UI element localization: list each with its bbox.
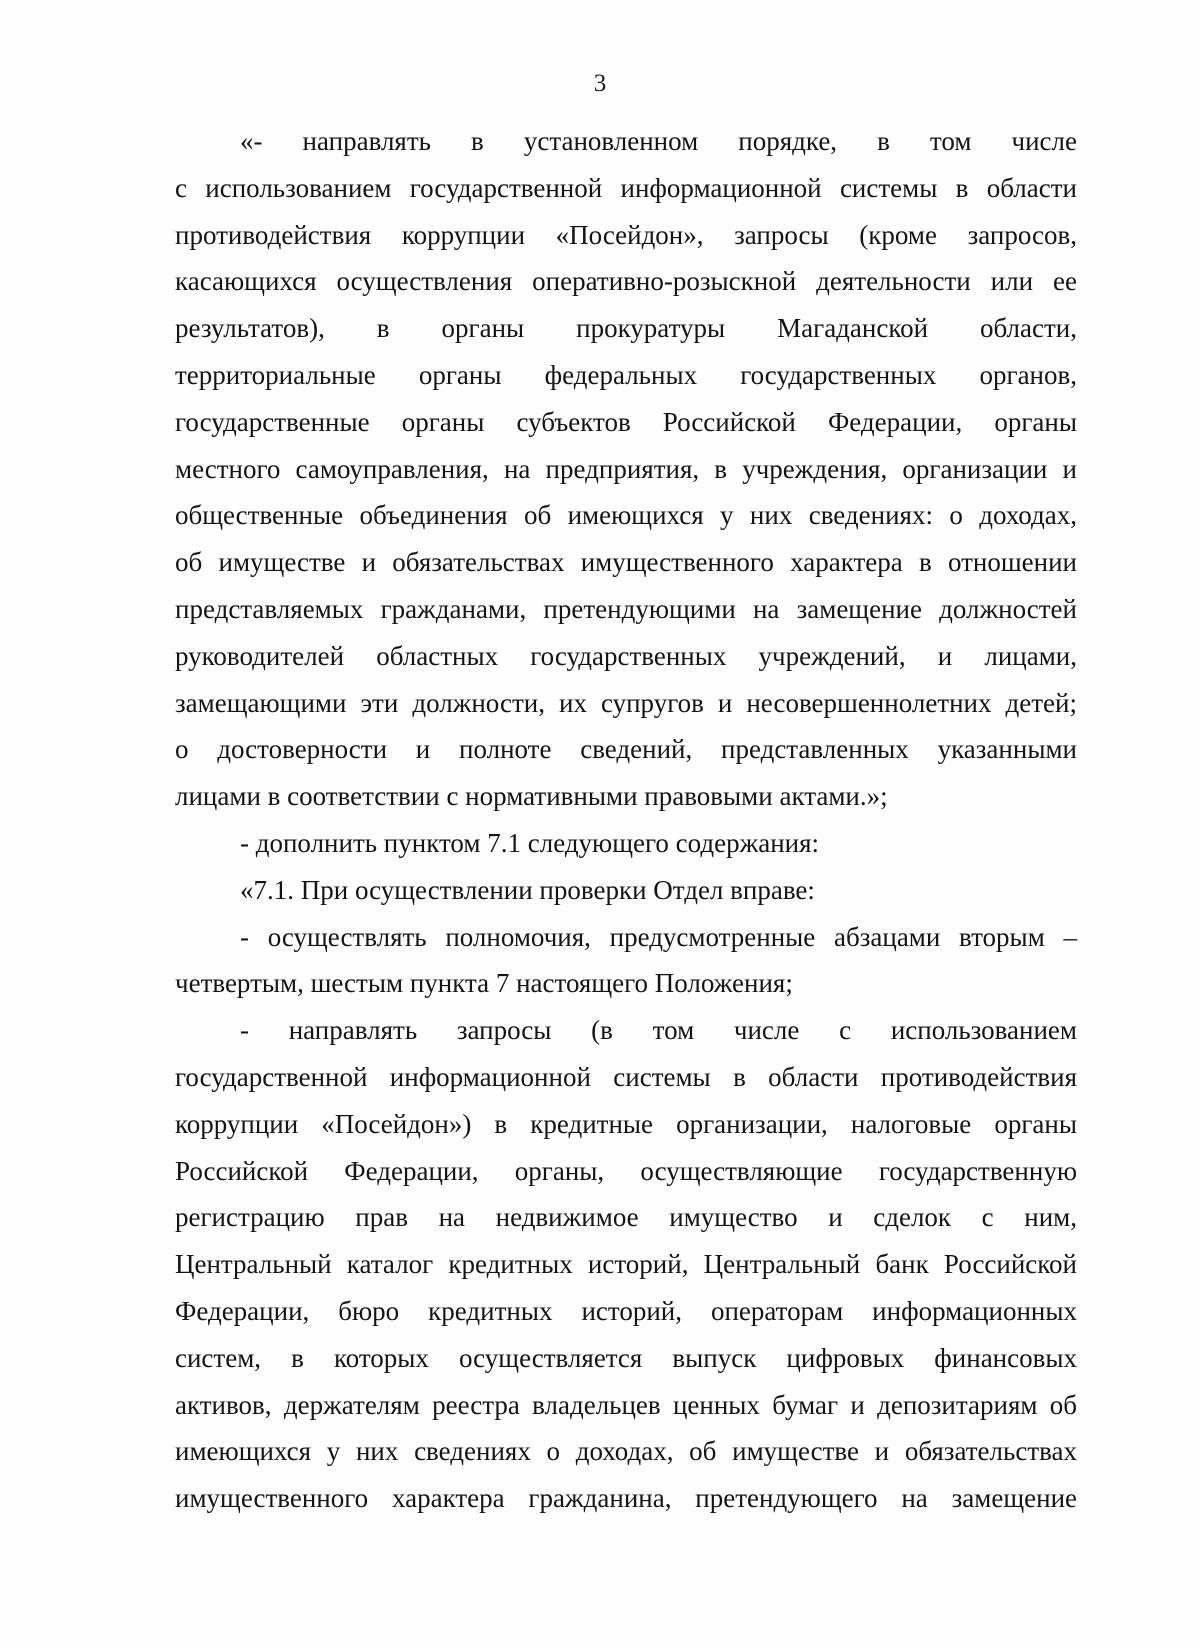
text-line: с использованием государственной информационной системы в области — [175, 172, 1077, 203]
text-line: государственной информационной системы в области противодействия — [175, 1061, 1077, 1092]
document-body — [175, 118, 1077, 1522]
text-line: активов, держателям реестра владельцев ценных бумаг и депозитариям об — [175, 1389, 1077, 1420]
text-line: «- направлять в установленном порядке, в том числе — [240, 126, 1077, 156]
page-number: 3 — [593, 70, 607, 97]
text-line: лицами в соответствии с нормативными правовыми актами.»; — [175, 781, 888, 812]
text-line: замещающими эти должности, их супругов и несовершеннолетних детей; — [175, 687, 1077, 718]
text-line: касающихся осуществления оперативно-розыскной деятельности или ее — [175, 266, 1077, 297]
text-line: руководителей областных государственных учреждений, и лицами, — [175, 640, 1077, 671]
text-line: коррупции «Посейдон») в кредитные организации, налоговые органы — [175, 1108, 1077, 1139]
text-line: имущественного характера гражданина, претендующего на замещение — [175, 1483, 1077, 1514]
text-line: Федерации, бюро кредитных историй, операторам информационных — [175, 1295, 1077, 1326]
text-line: - дополнить пунктом 7.1 следующего содержания: — [240, 827, 820, 858]
text-line: четвертым, шестым пункта 7 настоящего Положения; — [175, 968, 793, 999]
text-line: об имуществе и обязательствах имущественного характера в отношении — [175, 547, 1077, 578]
text-line: государственные органы субъектов Российской Федерации, органы — [175, 406, 1077, 437]
text-line: противодействия коррупции «Посейдон», запросы (кроме запросов, — [175, 219, 1077, 250]
text-line: - осуществлять полномочия, предусмотренные абзацами вторым – — [240, 921, 1077, 952]
text-line: регистрацию прав на недвижимое имущество и сделок с ним, — [175, 1202, 1077, 1233]
text-line: представляемых гражданами, претендующими на замещение должностей — [175, 593, 1077, 624]
text-line: систем, в которых осуществляется выпуск цифровых финансовых — [175, 1342, 1077, 1373]
text-line: местного самоуправления, на предприятия, в учреждения, организации и — [175, 453, 1077, 484]
text-line: о достоверности и полноте сведений, представленных указанными — [175, 734, 1077, 765]
text-line: территориальные органы федеральных государственных органов, — [175, 359, 1077, 390]
text-line: - направлять запросы (в том числе с использованием — [240, 1015, 1077, 1046]
text-line: общественные объединения об имеющихся у них сведениях: о доходах, — [175, 500, 1077, 531]
text-line: результатов), в органы прокуратуры Магаданской области, — [175, 313, 1077, 344]
text-line: «7.1. При осуществлении проверки Отдел вправе: — [240, 874, 815, 905]
text-line: имеющихся у них сведениях о доходах, об имуществе и обязательствах — [175, 1436, 1077, 1467]
text-line: Центральный каталог кредитных историй, Центральный банк Российской — [175, 1249, 1077, 1280]
text-line: Российской Федерации, органы, осуществляющие государственную — [175, 1155, 1077, 1186]
